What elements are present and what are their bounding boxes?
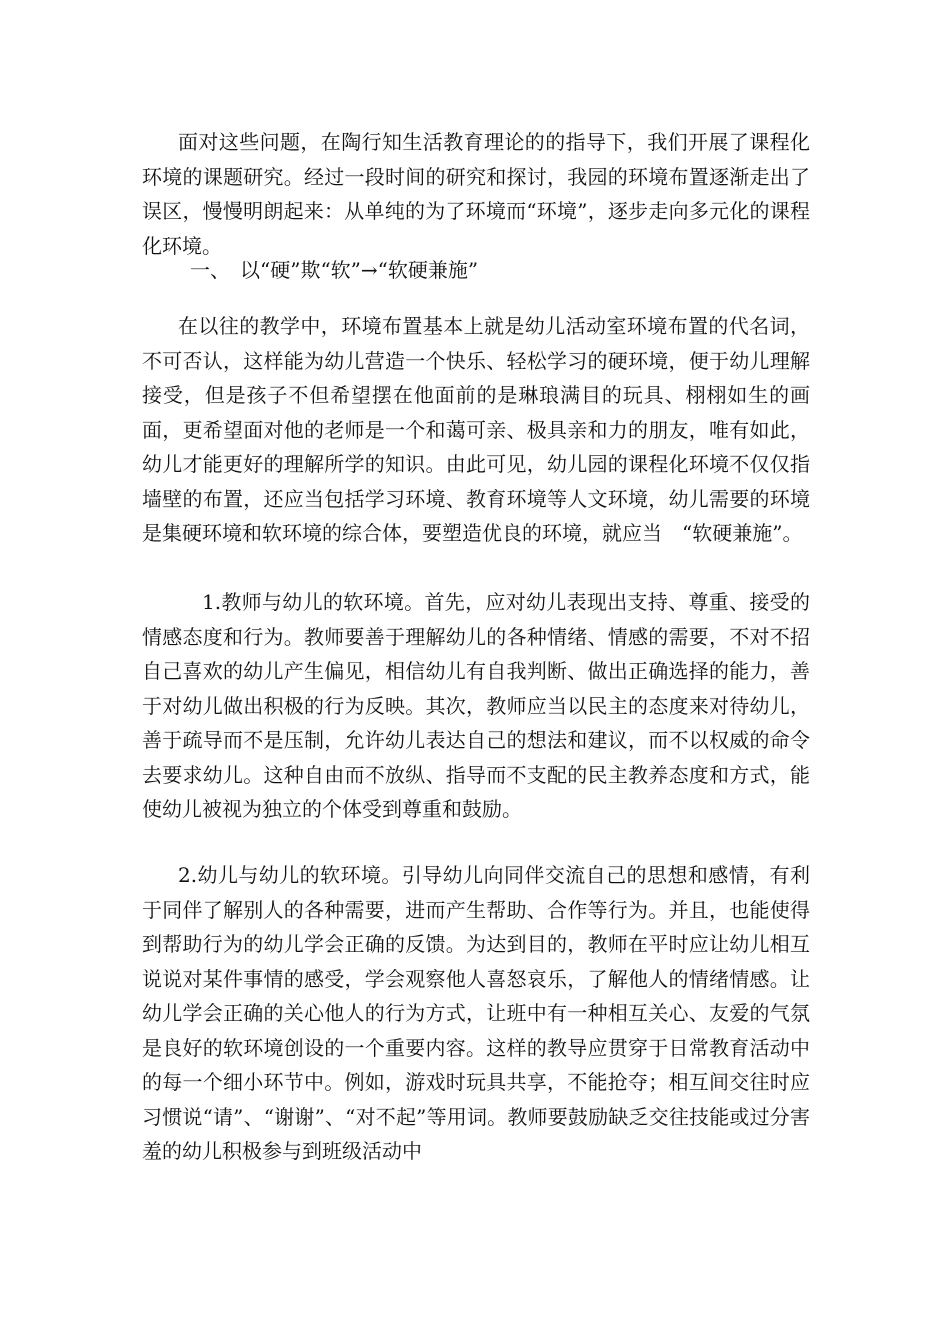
section-body-paragraph: 在以往的教学中，环境布置基本上就是幼儿活动室环境布置的代名词，不可否认，这样能为幼儿营造一个快乐、轻松学习的硬环境，便于幼儿理解接受，但是孩子不但希望摆在他面前的是琳琅满目的玩具、栩栩如生的画面，更希望面对他的老师是一个和蔼可亲、极具亲和力的朋友，唯有如此，幼儿才能更好的理解所学的知识。由此可见，幼儿园的课程化环境不仅仅指墙壁的布置，还应当包括学习环境、教育环境等人文环境，幼儿需要的环境是集硬环境和软环境的综合体，要塑造优良的环境，就应当 “软硬兼施”。 [142, 314, 810, 545]
intro-paragraph: 面对这些问题，在陶行知生活教育理论的的指导下，我们开展了课程化环境的课题研究。经过一段时间的研究和探讨，我园的环境布置逐渐走出了误区，慢慢明朗起来：从单纯的为了环境而“环境”，逐步走向多元化的课程化环境。 [142, 130, 810, 258]
section-heading: 一、 以“硬”欺“软”→“软硬兼施” [190, 258, 479, 282]
point-2-paragraph: 2.幼儿与幼儿的软环境。引导幼儿向同伴交流自己的思想和感情，有利于同伴了解别人的各种需要，进而产生帮助、合作等行为。并且，也能使得到帮助行为的幼儿学会正确的反馈。为达到目的，教师在平时应让幼儿相互说说对某件事情的感受，学会观察他人喜怒哀乐，了解他人的情绪情感。让幼儿学会正确的关心他人的行为方式，让班中有一种相互关心、友爱的气氛是良好的软环境创设的一个重要内容。这样的教导应贯穿于日常教育活动中的每一个细小环节中。例如，游戏时玩具共享，不能抢夺；相互间交往时应习惯说“请”、“谢谢”、“对不起”等用词。教师要鼓励缺乏交往技能或过分害羞的幼儿积极参与到班级活动中 [142, 863, 810, 1163]
point-1-paragraph: 1.教师与幼儿的软环境。首先，应对幼儿表现出支持、尊重、接受的情感态度和行为。教师要善于理解幼儿的各种情绪、情感的需要，不对不招自己喜欢的幼儿产生偏见，相信幼儿有自我判断、做出正确选择的能力，善于对幼儿做出积极的行为反映。其次，教师应当以民主的态度来对待幼儿，善于疏导而不是压制，允许幼儿表达自己的想法和建议，而不以权威的命令去要求幼儿。这种自由而不放纵、指导而不支配的民主教养态度和方式，能使幼儿被视为独立的个体受到尊重和鼓励。 [142, 590, 810, 821]
